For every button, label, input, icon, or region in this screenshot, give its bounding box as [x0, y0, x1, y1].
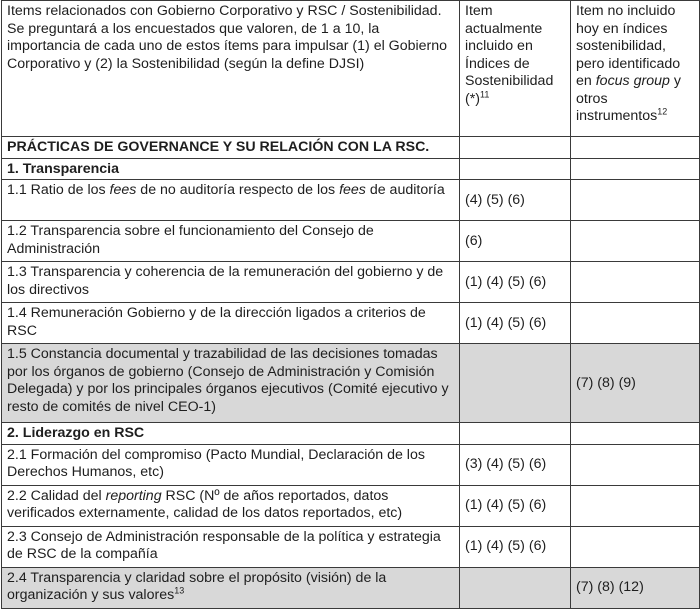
footnote-ref-11: 11: [479, 88, 490, 99]
not-included-refs: [571, 526, 700, 567]
subsection-row: [2, 423, 700, 445]
item-text-part: RSC (Nº de años reportados, datos verificados externamente, calidad de los datos reportados, etc): [7, 487, 403, 521]
item-text: 1.5 Constancia documental y trazabilidad de las decisiones tomadas por los órganos de gobierno (Consejo de Administración y Comisión Delegada) y por los principales órganos ejecutivos (Comité ejecutivo y resto de comités de nivel CEO-1): [2, 344, 460, 423]
included-refs: (1) (4) (5) (6): [460, 262, 571, 303]
empty-cell: [571, 137, 700, 159]
item-text: 2.3 Consejo de Administración responsable de la política y estrategia de RSC de la compañía: [2, 526, 460, 567]
header-included-text: Item actualmente incluido en Índices de Sostenibilidad (*): [465, 3, 554, 107]
table-row: [2, 485, 700, 526]
included-refs: (1) (4) (5) (6): [460, 526, 571, 567]
not-included-refs: [571, 262, 700, 303]
included-refs: [460, 344, 571, 423]
item-text-part: de auditoría: [365, 182, 445, 198]
footnote-ref-12: 12: [657, 106, 668, 117]
table-row: [2, 180, 700, 221]
table-row: [2, 567, 700, 608]
not-included-refs: [571, 485, 700, 526]
governance-items-table: [1, 0, 700, 609]
item-text-em: fees: [339, 182, 366, 198]
not-included-refs: (7) (8) (12): [571, 567, 700, 608]
subsection-title: 2. Liderazgo en RSC: [2, 423, 460, 445]
header-not-included-text-2: y otros instrumentos: [576, 73, 681, 124]
not-included-refs: [571, 180, 700, 221]
section-title-row: [2, 137, 700, 159]
header-row: [2, 1, 700, 137]
not-included-refs: [571, 444, 700, 485]
item-text-part: 2.4 Transparencia y claridad sobre el propósito (visión) de la organización y sus valores: [7, 569, 387, 603]
not-included-refs: [571, 221, 700, 262]
table-row: [2, 344, 700, 423]
item-text: 1.2 Transparencia sobre el funcionamiento del Consejo de Administración: [2, 221, 460, 262]
table-row: [2, 262, 700, 303]
header-included: [460, 1, 571, 137]
item-text-em: fees: [109, 182, 137, 198]
included-refs: (1) (4) (5) (6): [460, 303, 571, 344]
included-refs: [460, 567, 571, 608]
item-text: 1.4 Remuneración Gobierno y de la dirección ligados a criterios de RSC: [2, 303, 460, 344]
empty-cell: [460, 137, 571, 159]
item-text-part: de no auditoría respecto de los: [136, 182, 340, 198]
not-included-refs: (7) (8) (9): [571, 344, 700, 423]
included-refs: (3) (4) (5) (6): [460, 444, 571, 485]
header-items: [2, 1, 460, 137]
item-text: [2, 180, 460, 221]
empty-cell: [571, 423, 700, 445]
item-text: 1.3 Transparencia y coherencia de la remuneración del gobierno y de los directivos: [2, 262, 460, 303]
included-refs: (6): [460, 221, 571, 262]
footnote-ref-13: 13: [174, 585, 185, 596]
item-text: [2, 567, 460, 608]
empty-cell: [460, 158, 571, 180]
item-text: [2, 485, 460, 526]
header-items-text: Items relacionados con Gobierno Corporativo y RSC / Sostenibilidad. Se preguntará a los encuestados que valoren, de 1 a 10, la importancia de cada uno de estos ítems para impulsar (1) el Gobierno Corporativo y (2) la Sostenibilidad (según la define DJSI): [7, 3, 448, 72]
table-row: [2, 221, 700, 262]
included-refs: (4) (5) (6): [460, 180, 571, 221]
table-row: [2, 526, 700, 567]
header-not-included: [571, 1, 700, 137]
section-title: PRÁCTICAS DE GOVERNANCE Y SU RELACIÓN CON LA RSC.: [2, 137, 460, 159]
header-not-included-text: Item no incluido hoy en índices sostenibilidad, pero identificado en: [576, 3, 681, 89]
item-text: 2.1 Formación del compromiso (Pacto Mundial, Declaración de los Derechos Humanos, etc): [2, 444, 460, 485]
included-refs: (1) (4) (5) (6): [460, 485, 571, 526]
item-text-em: reporting: [105, 487, 162, 504]
table-row: [2, 444, 700, 485]
header-not-included-em: focus group: [595, 73, 670, 89]
subsection-row: [2, 158, 700, 180]
item-text-part: 2.2 Calidad del: [7, 487, 106, 504]
table-row: [2, 303, 700, 344]
empty-cell: [571, 158, 700, 180]
subsection-title: 1. Transparencia: [2, 158, 460, 180]
empty-cell: [460, 423, 571, 445]
item-text-part: 1.1 Ratio de los: [7, 182, 110, 198]
not-included-refs: [571, 303, 700, 344]
